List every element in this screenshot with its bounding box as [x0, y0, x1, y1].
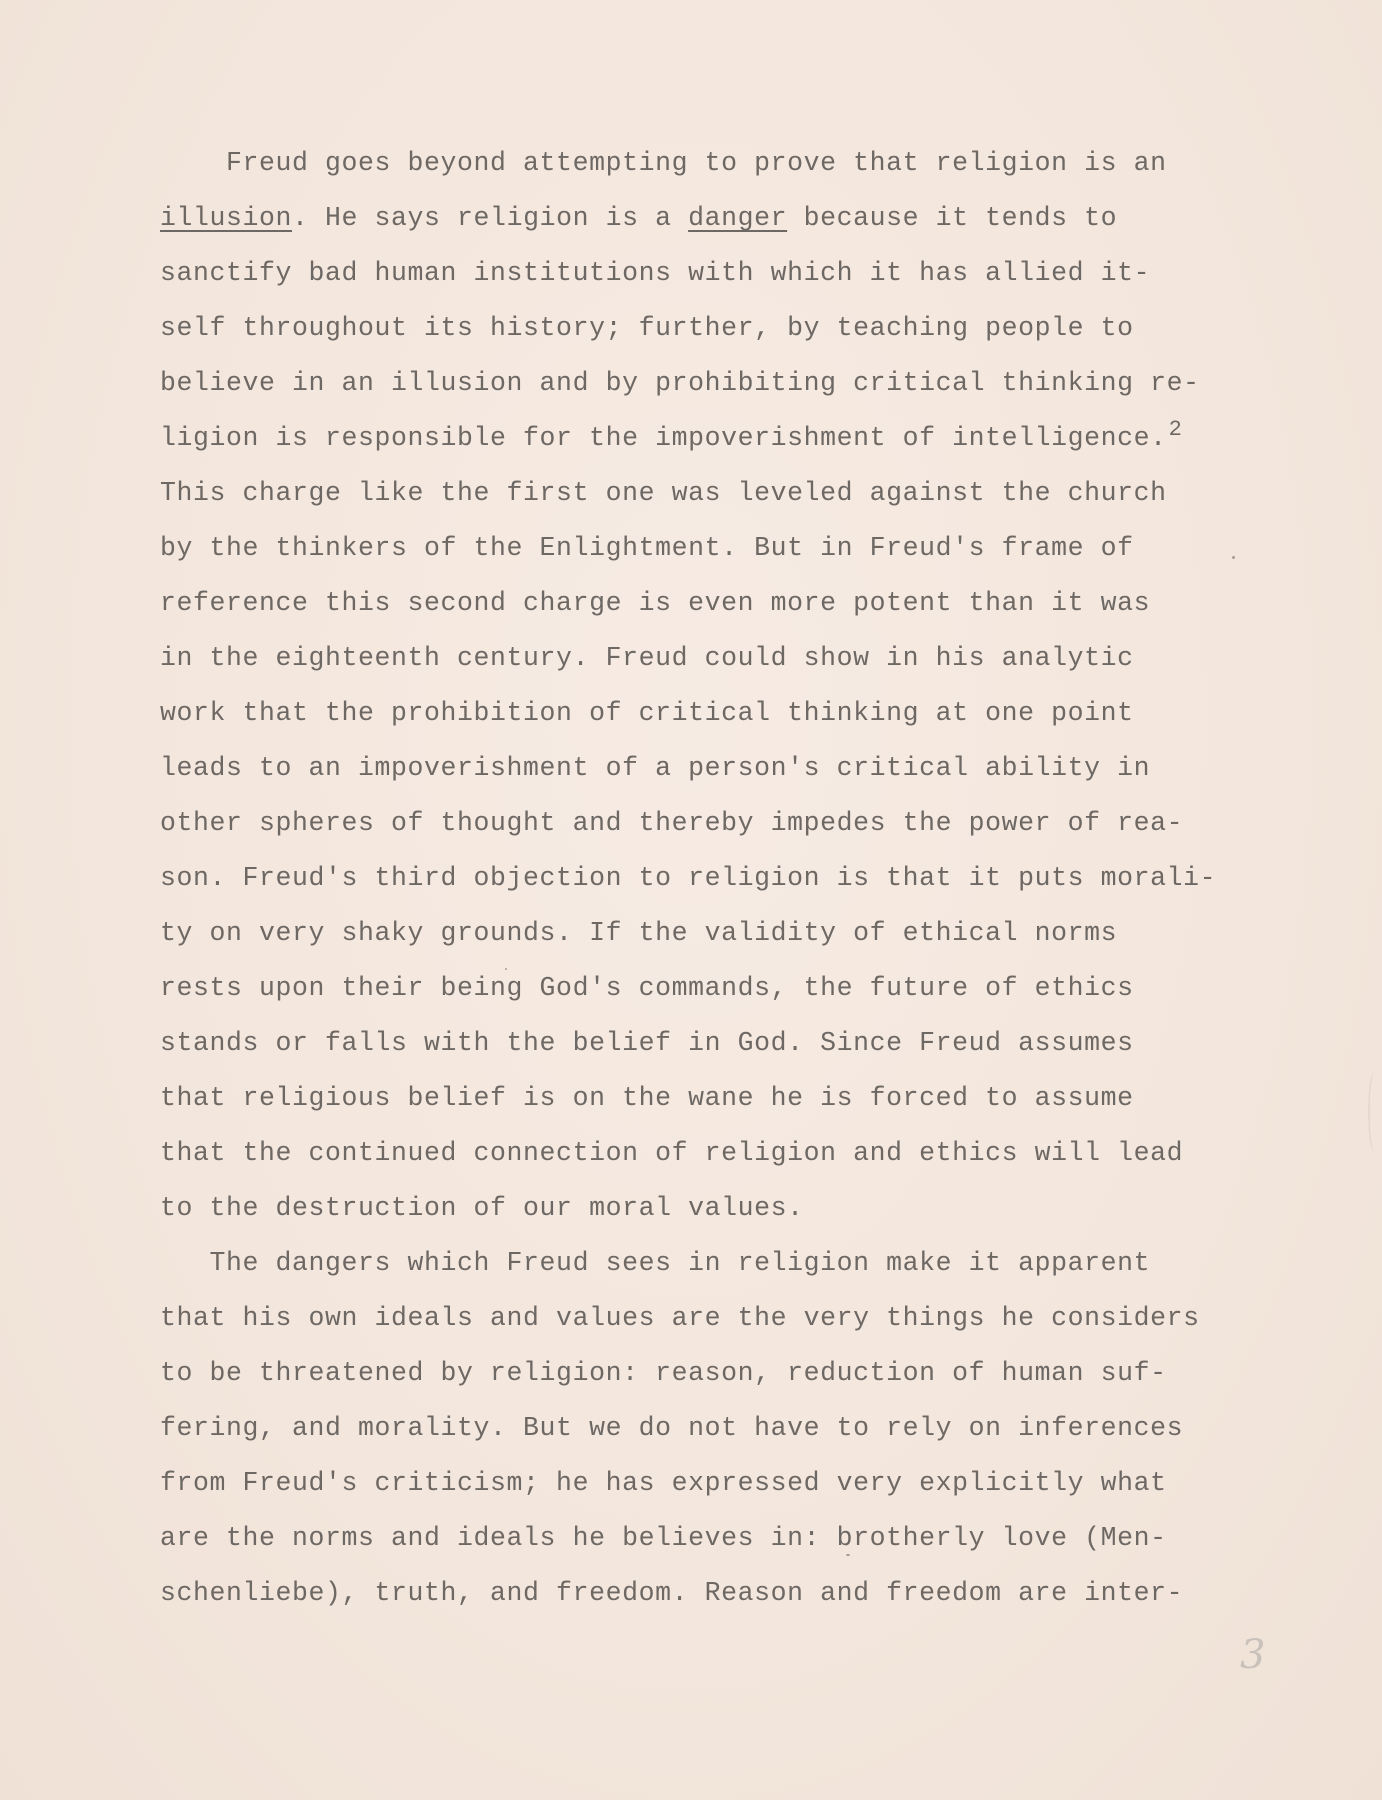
paragraph-2-line-1: The dangers which Freud sees in religion make it apparent	[160, 1248, 1151, 1278]
paragraph-1-line-2	[160, 203, 1117, 233]
ink-speck	[1232, 556, 1235, 559]
underlined-word-danger: danger	[688, 203, 788, 233]
paragraph-1-line-11: work that the prohibition of critical thinking at one point	[160, 698, 1134, 728]
paragraph-1-line-8: by the thinkers of the Enlightment. But in Freud's frame of	[160, 533, 1134, 563]
paragraph-1-line-16: rests upon their being God's commands, the future of ethics	[160, 973, 1134, 1003]
paragraph-1-line-14: son. Freud's third objection to religion is that it puts morali-	[160, 863, 1217, 893]
paragraph-1-line-5: believe in an illusion and by prohibiting critical thinking re-	[160, 368, 1200, 398]
paragraph-1-line-19: that the continued connection of religion and ethics will lead	[160, 1138, 1184, 1168]
paragraph-1-line-10: in the eighteenth century. Freud could show in his analytic	[160, 643, 1134, 673]
paragraph-1-line-13: other spheres of thought and thereby impedes the power of rea-	[160, 808, 1184, 838]
paragraph-2-line-7: schenliebe), truth, and freedom. Reason and freedom are inter-	[160, 1578, 1184, 1608]
paragraph-2-line-5: from Freud's criticism; he has expressed very explicitly what	[160, 1468, 1167, 1498]
footnote-marker: 2	[1168, 417, 1183, 442]
paragraph-2-line-2: that his own ideals and values are the very things he considers	[160, 1303, 1200, 1333]
paragraph-2-line-3: to be threatened by religion: reason, reduction of human suf-	[160, 1358, 1167, 1388]
underlined-word-illusion: illusion	[160, 203, 293, 233]
paragraph-1-line-7: This charge like the first one was leveled against the church	[160, 478, 1167, 508]
paragraph-1-line-4: self throughout its history; further, by teaching people to	[160, 313, 1134, 343]
paragraph-1-line-20: to the destruction of our moral values.	[160, 1193, 804, 1223]
ink-speck	[846, 1554, 850, 1556]
paragraph-1-line-18: that religious belief is on the wane he is forced to assume	[160, 1083, 1134, 1113]
line-2-end-text: because it tends to	[787, 203, 1118, 233]
page-number: 3	[1240, 1632, 1266, 1678]
paragraph-1-line-9: reference this second charge is even more potent than it was	[160, 588, 1151, 618]
paragraph-1-line-3: sanctify bad human institutions with which it has allied it-	[160, 258, 1151, 288]
paragraph-1-line-6	[160, 417, 1183, 455]
paragraph-1-line-17: stands or falls with the belief in God. Since Freud assumes	[160, 1028, 1134, 1058]
paragraph-2-line-6: are the norms and ideals he believes in: brotherly love (Men-	[160, 1523, 1167, 1553]
paragraph-1-line-1: Freud goes beyond attempting to prove that religion is an	[160, 148, 1167, 178]
paragraph-2-line-4: fering, and morality. But we do not have to rely on inferences	[160, 1413, 1184, 1443]
line-6-text: ligion is responsible for the impoverishment of intelligence.	[160, 423, 1167, 453]
paragraph-1-line-12: leads to an impoverishment of a person's critical ability in	[160, 753, 1151, 783]
ink-speck	[505, 968, 507, 970]
paragraph-1-line-15: ty on very shaky grounds. If the validity of ethical norms	[160, 918, 1118, 948]
line-2-middle-text: . He says religion is a	[292, 203, 689, 233]
paper-edge-mark	[1368, 1072, 1380, 1152]
